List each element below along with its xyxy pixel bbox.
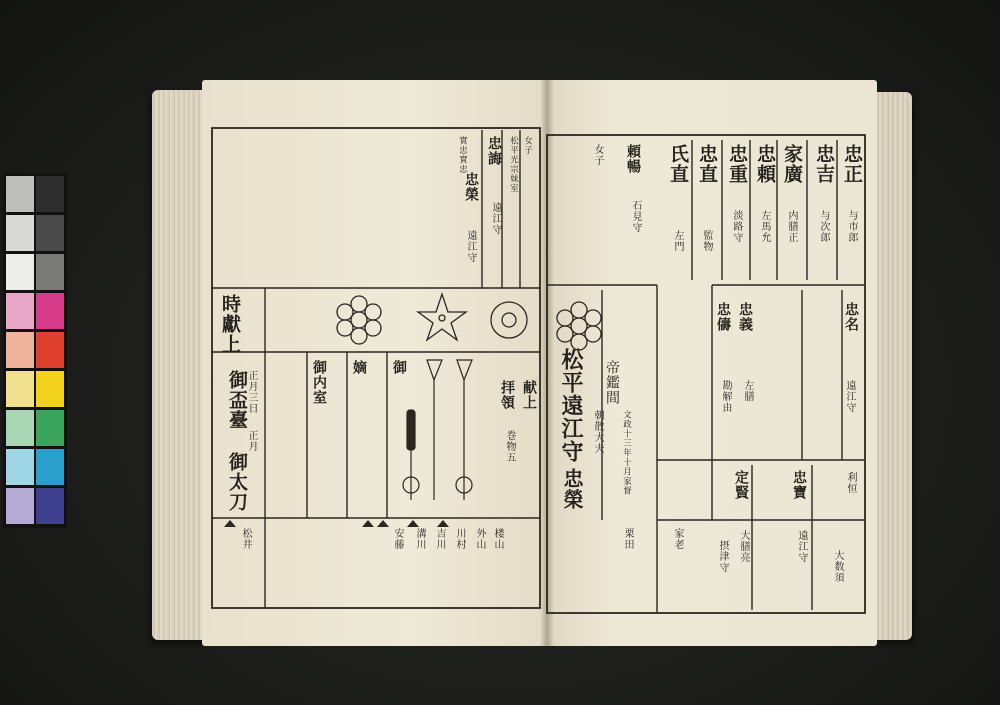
color-patch (6, 332, 34, 368)
servant-name: 外山 (474, 528, 485, 550)
top-title: 左門 (672, 230, 683, 252)
gift-line-7: 御 (391, 360, 407, 375)
top-title: 左馬允 (759, 210, 770, 243)
color-patch (36, 176, 64, 212)
color-patch (36, 215, 64, 251)
gift-item: 巻物五 (504, 430, 515, 463)
gift-line-1: 正月三日 (246, 370, 257, 414)
color-patch (6, 371, 34, 407)
color-patch (6, 293, 34, 329)
middle-name: 忠寶 (791, 470, 807, 500)
seal-line: 實忠實忠 (457, 136, 468, 174)
top-title: 監物 (701, 230, 712, 252)
servant-name: 安藤 (392, 528, 403, 550)
color-patch (36, 332, 64, 368)
middle-title: 遠江守 (844, 380, 855, 413)
name-yorinobu: 頼暢 (625, 144, 641, 174)
color-patch (36, 293, 64, 329)
crest-group (337, 294, 601, 350)
color-patch (36, 488, 64, 524)
color-patch (36, 449, 64, 485)
middle-name: 忠義 (737, 302, 753, 332)
main-note: 文政十三年十月家督 (621, 410, 632, 496)
bottom-note: 摂津守 (717, 540, 728, 573)
middle-title: 左膳 (742, 380, 753, 402)
gift-heading: 時獻上 (219, 294, 241, 354)
middle-name: 忠儔 (715, 302, 731, 332)
servant-name: 川村 (454, 528, 465, 550)
title-iwami: 石見守 (630, 200, 641, 233)
color-patch (6, 176, 34, 212)
color-patch (6, 254, 34, 290)
middle-name: 忠名 (843, 302, 859, 332)
gift-line-6: 嫡 (351, 360, 367, 375)
servant-name: 楼山 (492, 528, 503, 550)
name-tadanaga: 忠榮 (463, 172, 479, 202)
title-totomi-2: 遠江守 (465, 230, 476, 263)
top-name: 忠吉 (813, 144, 835, 184)
bottom-note: 家老 (672, 528, 683, 550)
gift-line-3: 正月 (246, 430, 257, 452)
open-book (152, 80, 912, 646)
top-title: 内膳正 (786, 210, 797, 243)
bottom-note: 大数須 (832, 550, 843, 583)
main-office: 帝鑑間 (604, 360, 620, 405)
servant-name: 吉川 (434, 528, 445, 550)
gift-line-2: 御盃臺 (226, 370, 248, 430)
top-name: 氏直 (667, 144, 689, 184)
top-name: 忠頼 (754, 144, 776, 184)
top-title: 与次郎 (818, 210, 829, 243)
gift-line-4: 御太刀 (226, 452, 248, 512)
top-title: 淡路守 (731, 210, 742, 243)
top-title: 与市郎 (846, 210, 857, 243)
bottom-note: 栗田 (622, 528, 633, 550)
middle-name: 定賢 (733, 470, 749, 500)
servant-name: 溝川 (414, 528, 425, 550)
color-patch (36, 371, 64, 407)
middle-title: 遠江守 (796, 530, 807, 563)
color-patch (6, 215, 34, 251)
color-patch (6, 488, 34, 524)
marker-triangles (224, 520, 449, 527)
top-name: 忠重 (726, 144, 748, 184)
bottom-note: 利恒 (845, 472, 856, 494)
main-rank: 朝散大夫 (592, 410, 603, 454)
note-matsudaira: 松平光宗妹室 (508, 136, 519, 193)
top-name: 家廣 (781, 144, 803, 184)
name-chuukai: 忠誨 (486, 136, 502, 166)
top-name: 忠正 (841, 144, 863, 184)
title-totomi-1: 遠江守 (490, 202, 501, 235)
spear-illustrations (403, 360, 472, 500)
top-name: 忠直 (696, 144, 718, 184)
relation-daughter: 女子 (522, 136, 533, 155)
color-patch (36, 254, 64, 290)
main-given-name: 忠榮 (560, 468, 584, 510)
relation-daughter-2: 女子 (592, 144, 603, 166)
gift-label: 拝領 (499, 380, 515, 410)
middle-title: 勘解由 (720, 380, 731, 413)
middle-title: 大膳亮 (738, 530, 749, 563)
servant-name: 松井 (240, 528, 251, 550)
gift-line-5: 御内室 (311, 360, 327, 405)
main-family-name: 松平遠江守 (558, 348, 584, 463)
color-patch (6, 449, 34, 485)
color-checker (3, 173, 67, 528)
gift-head: 献上 (521, 380, 537, 410)
color-patch (6, 410, 34, 446)
color-patch (36, 410, 64, 446)
